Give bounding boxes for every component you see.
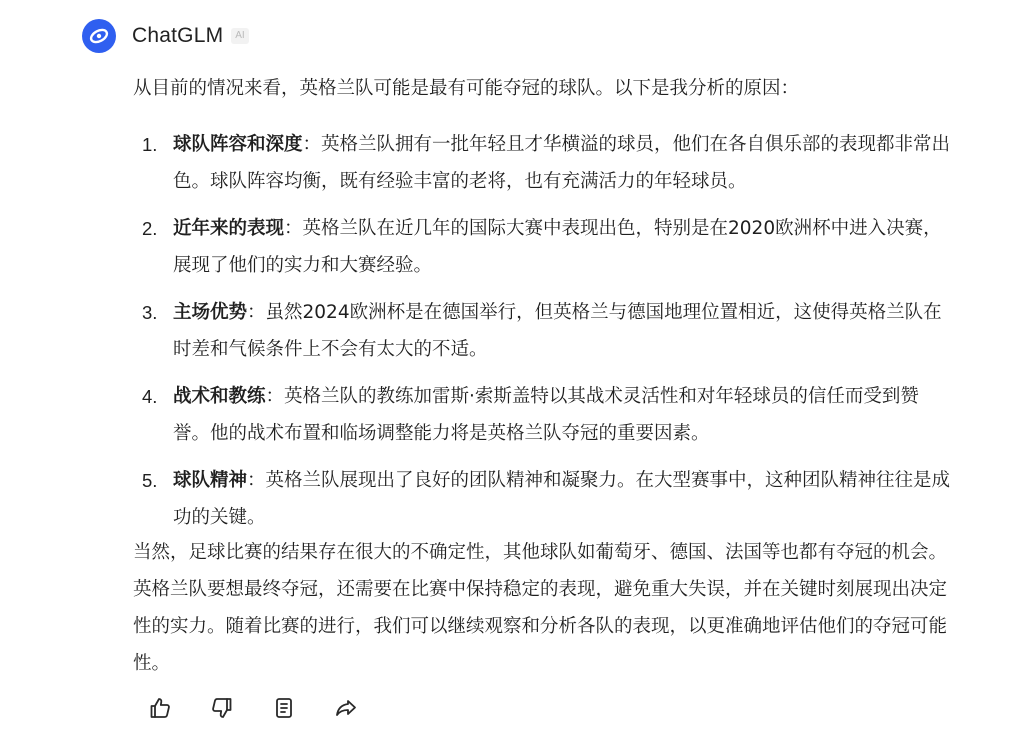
message-conclusion: 当然，足球比赛的结果存在很大的不确定性，其他球队如葡萄牙、德国、法国等也都有夺冠的机会。英格兰队要想最终夺冠，还需要在比赛中保持稳定的表现，避免重大失误，并在关键时刻展现出决定性的实力。随着比赛的进行，我们可以继续观察和分析各队的表现，以更准确地评估他们的夺冠可能性。 (133, 542, 948, 674)
message-actions (146, 694, 394, 722)
list-item (133, 462, 953, 536)
copy-icon (272, 696, 296, 720)
list-item-title: 主场优势 (173, 302, 248, 323)
chatglm-logo-icon (82, 19, 116, 53)
copy-button[interactable] (270, 694, 298, 722)
like-button[interactable] (146, 694, 174, 722)
message-header (82, 18, 249, 54)
list-item-text: ：虽然2024欧洲杯是在德国举行，但英格兰与德国地理位置相近，这使得英格兰队在时差和气候条件上不会有太大的不适。 (173, 302, 942, 360)
message-intro: 从目前的情况来看，英格兰队可能是最有可能夺冠的球队。以下是我分析的原因： (133, 78, 800, 99)
list-item-title: 球队精神 (173, 470, 248, 491)
list-item (133, 210, 953, 284)
list-item-text: ：英格兰队的教练加雷斯·索斯盖特以其战术灵活性和对年轻球员的信任而受到赞誉。他的战术布置和临场调整能力将是英格兰队夺冠的重要因素。 (173, 386, 919, 444)
thumbs-down-icon (210, 696, 234, 720)
list-item-title: 球队阵容和深度 (173, 134, 303, 155)
thumbs-up-icon (148, 696, 172, 720)
message-body (133, 70, 953, 674)
ai-badge: AI (231, 28, 248, 44)
list-number: 5. (142, 470, 158, 491)
list-item (133, 294, 953, 368)
list-item (133, 378, 953, 452)
list-item-title: 战术和教练 (173, 386, 266, 407)
list-number: 2. (142, 218, 158, 239)
list-item-text: ：英格兰队展现出了良好的团队精神和凝聚力。在大型赛事中，这种团队精神往往是成功的关键。 (173, 470, 951, 528)
share-button[interactable] (332, 694, 360, 722)
list-number: 1. (142, 134, 158, 155)
app-name: ChatGLM (132, 24, 224, 47)
share-icon (334, 696, 358, 720)
list-item (133, 126, 953, 200)
list-number: 3. (142, 302, 158, 323)
list-number: 4. (142, 386, 158, 407)
list-item-title: 近年来的表现 (173, 218, 285, 239)
list-item-text: ：英格兰队在近几年的国际大赛中表现出色，特别是在2020欧洲杯中进入决赛，展现了他们的实力和大赛经验。 (173, 218, 942, 276)
dislike-button[interactable] (208, 694, 236, 722)
reason-list (133, 126, 953, 546)
list-item-text: ：英格兰队拥有一批年轻且才华横溢的球员，他们在各自俱乐部的表现都非常出色。球队阵容均衡，既有经验丰富的老将，也有充满活力的年轻球员。 (173, 134, 951, 192)
